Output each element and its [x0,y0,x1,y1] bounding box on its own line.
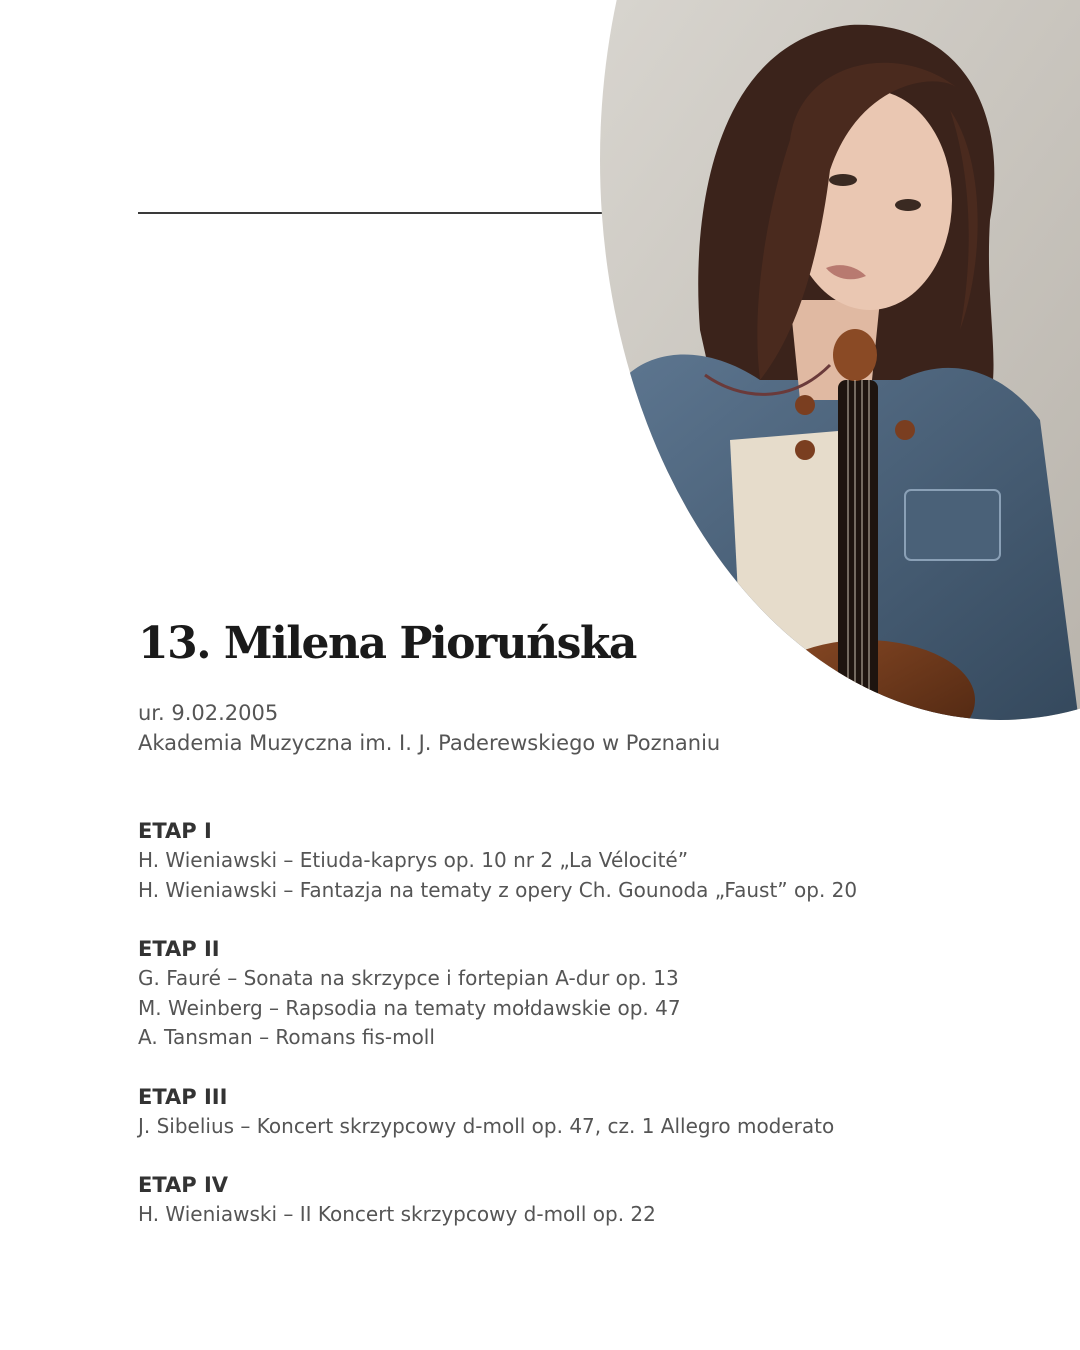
stage-1 [138,816,998,905]
birth-date: ur. 9.02.2005 [138,701,279,725]
repertoire-item: J. Sibelius – Koncert skrzypcowy d-moll op. 47, cz. 1 Allegro moderato [138,1113,835,1138]
repertoire-item: A. Tansman – Romans fis-moll [138,1025,435,1049]
stage-title: ETAP IV [138,1173,229,1197]
repertoire-item: M. Weinberg – Rapsodia na tematy mołdawskie op. 47 [138,995,681,1020]
repertoire-item: H. Wieniawski – Etiuda-kaprys op. 10 nr 2 „La Vélocité” [138,848,689,872]
stage-title: ETAP III [138,1084,228,1109]
school-name: Akademia Muzyczna im. I. J. Paderewskiego w Poznaniu [138,731,721,755]
stage-3 [138,1082,998,1142]
stage-4 [138,1170,998,1230]
repertoire-list [138,816,998,1259]
stage-2 [138,934,998,1053]
repertoire-item: H. Wieniawski – II Koncert skrzypcowy d-moll op. 22 [138,1202,656,1226]
candidate-name: 13. Milena Pioruńska [138,618,636,669]
stage-title: ETAP II [138,937,220,961]
repertoire-item: H. Wieniawski – Fantazja na tematy z opery Ch. Gounoda „Faust” op. 20 [138,877,858,902]
candidate-bio [138,698,958,758]
stage-title: ETAP I [138,819,212,843]
repertoire-item: G. Fauré – Sonata na skrzypce i fortepian A-dur op. 13 [138,966,679,990]
divider-line [138,212,658,214]
